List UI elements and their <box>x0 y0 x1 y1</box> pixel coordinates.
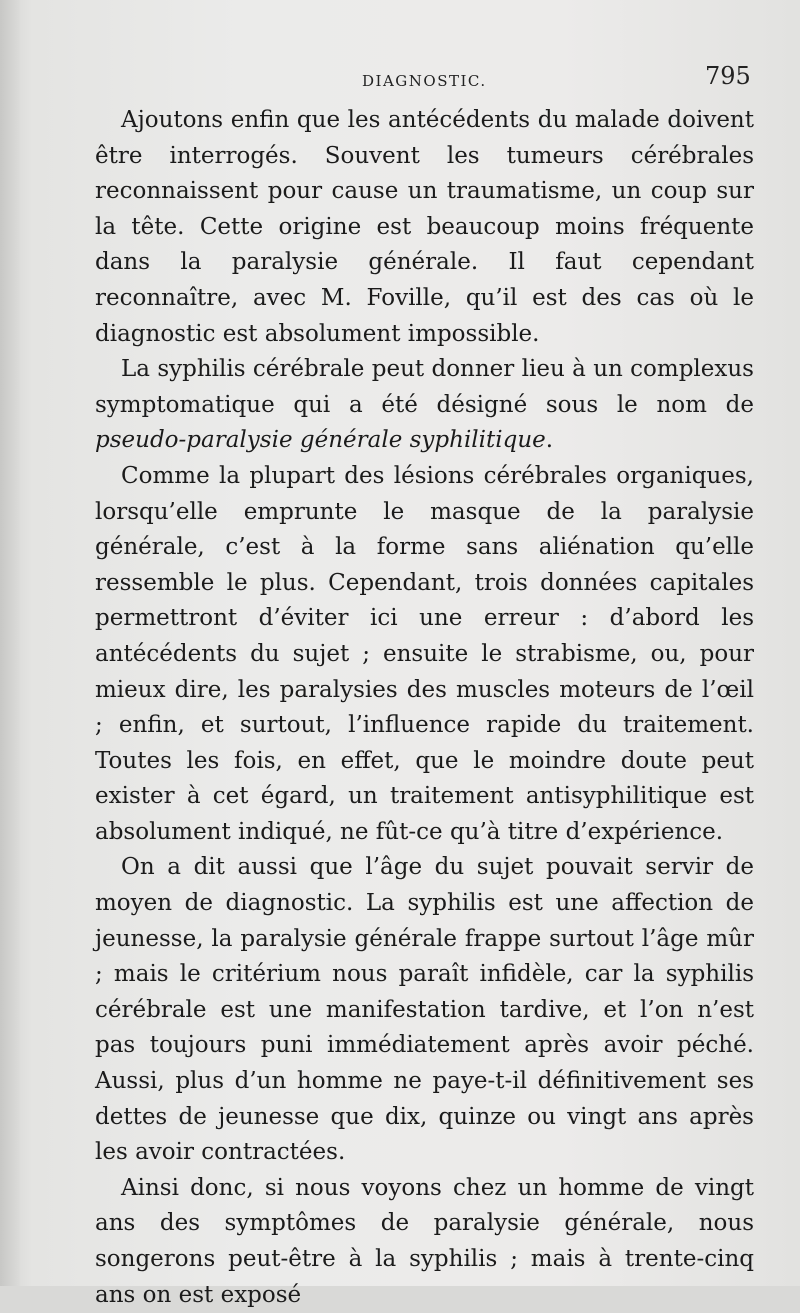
header-title: DIAGNOSTIC. <box>362 72 487 90</box>
paragraph-age: On a dit aussi que l’âge du sujet pouvait servir de moyen de diagnostic. La syphilis est une affection de jeunesse, la paralysie générale frappe surtout l’âge mûr ; mais le critérium nous paraît infidèle, car la syphilis cérébrale est une manifestation tardive, et l’on n’est pas toujours puni immédiatement après avoir péché. Aussi, plus d’un homme ne paye-t-il définitivement ses dettes de jeunesse que dix, quinze ou vingt ans après les avoir contractées. <box>95 854 754 1166</box>
paragraph-antecedents: Ajoutons enfin que les antécédents du malade doivent être interrogés. Souvent les tumeurs cérébrales reconnaissent pour cause un traumatisme, un coup sur la tête. Cette origine est beaucoup moins fréquente dans la paralysie générale. Il faut cependant reconnaître, avec M. Foville, qu’il est des cas où le diagnostic est absolument impossible. <box>95 107 754 347</box>
paragraph-lesions: Comme la plupart des lésions cérébrales organiques, lorsqu’elle emprunte le masque de la paralysie générale, c’est à la forme sans aliénation qu’elle ressemble le plus. Cependant, trois données capitales permettront d’éviter ici une erreur : d’abord les antécédents du sujet ; ensuite le strabisme, ou, pour mieux dire, les paralysies des muscles moteurs de l’œil ; enfin, et surtout, l’influence rapide du traitement. Toutes les fois, en effet, que le moindre doute peut exister à cet égard, un traitement antisyphilitique est absolument indiqué, ne fût-ce qu’à titre d’expérience. <box>95 462 754 845</box>
paragraph-text: La syphilis cérébrale peut donner lieu à un complexus symptomatique qui a été désigné sous le nom de <box>95 356 754 418</box>
page-number: 795 <box>705 62 751 90</box>
page-gutter-shadow <box>0 0 20 1286</box>
paragraph-syphilis-cerebrale <box>95 352 754 459</box>
running-head <box>0 62 800 98</box>
text-body <box>95 103 754 1313</box>
paragraph-ainsi-donc: Ainsi donc, si nous voyons chez un homme de vingt ans des symptômes de paralysie générale, nous songerons peut-être à la syphilis ; mais à trente-cinq ans on est exposé <box>95 1174 754 1308</box>
paragraph-text: . <box>545 427 554 454</box>
italic-term: pseudo-paralysie générale syphilitique <box>95 427 546 454</box>
